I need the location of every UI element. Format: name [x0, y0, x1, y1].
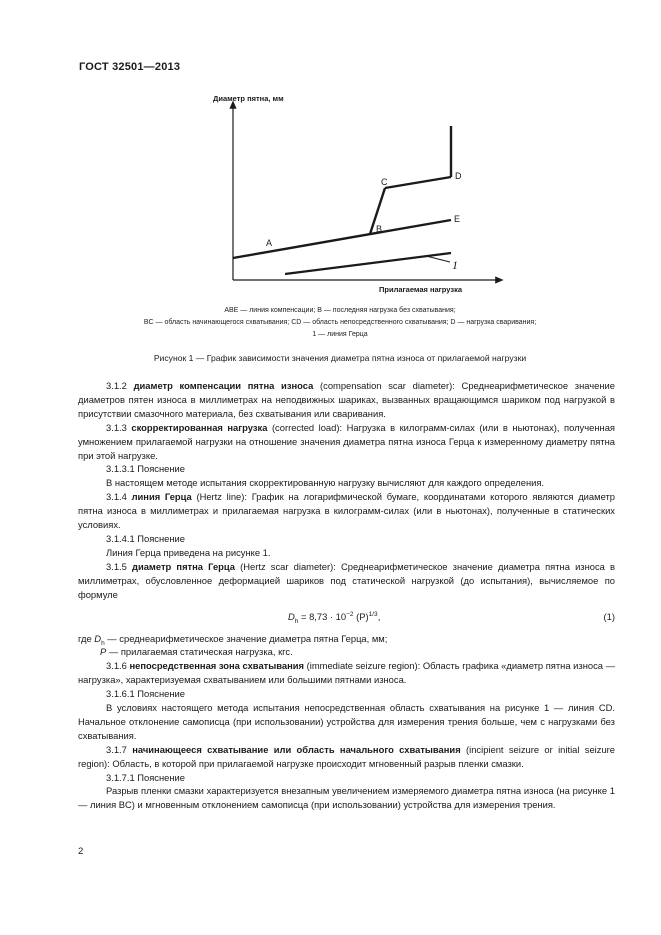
point-label-c: C [381, 177, 388, 187]
heading-3-1-7-1: 3.1.7.1 Пояснение [106, 771, 186, 783]
figure-1 [0, 0, 661, 338]
paragraph-3-1-4-1: Линия Герца приведена на рисунке 1. [106, 546, 271, 558]
paragraph-3-1-5: 3.1.5 диаметр пятна Герца (Hertz scar diameter): Среднеарифметическое значение диаметра пятна износа в миллиметрах, обусловленное деформацией шариков под статической нагрузкой (до испытания), вычисляемое по формуле [78, 560, 616, 600]
point-label-1: 1 [452, 258, 458, 272]
paragraph-3-1-3-1: В настоящем методе испытания скорректированную нагрузку вычисляют для каждого определения. [106, 477, 545, 489]
paragraph-3-1-6: 3.1.6 непосредственная зона схватывания (immediate seizure region): Область графика «диаметр пятна износа — нагрузка», характеризуемая схватыванием или большими пятнами износа. [78, 660, 615, 686]
paragraph-3-1-4: 3.1.4 линия Герца (Hertz line): График на логарифмической бумаге, координатами которого являются диаметр пятна износа в миллиметрах и прилагаемая нагрузка в килограмм-силах (или в ньютонах), полученные в статических условиях. [78, 491, 615, 531]
formula-1 [78, 608, 615, 626]
figure-graph [0, 0, 661, 300]
standard-designation: ГОСТ 32501—2013 [79, 61, 181, 73]
document-body [78, 379, 615, 812]
hertz-pointer [426, 256, 450, 262]
formula-expression: $D_h = 8,73 \cdot 10^{-2}$ $(P)^{1/3}$, [288, 610, 381, 625]
where-definition-dh: где $D_h$ — среднеарифметическое значение диаметра пятна Герца, мм; [78, 632, 388, 647]
y-axis-label: Диаметр пятна, мм [213, 94, 284, 103]
line-cd [385, 177, 451, 188]
x-axis-label: Прилагаемая нагрузка [379, 285, 462, 294]
heading-3-1-6-1: 3.1.6.1 Пояснение [106, 688, 186, 700]
page-number: 2 [78, 846, 84, 857]
point-label-b: B [376, 224, 383, 234]
figure-legend-line-3: 1 — линия Герца [312, 331, 368, 338]
point-label-e: E [454, 214, 461, 224]
paragraph-3-1-7-1: Разрыв пленки смазки характеризуется внезапным увеличением измеряемого диаметра пятна износа (на рисунке 1 — линия BC) и мгновенным отклонением самописца (при использовании) устройства для измерения трения. [78, 785, 615, 811]
paragraph-3-1-3: 3.1.3 скорректированная нагрузка (corrected load): Нагрузка в килограмм-силах (или в ньютонах), полученная умножением прилагаемой нагрузки на отношение значения диаметра пятна износа Герца к измеренному диаметру пятна при этой нагрузке. [78, 421, 615, 461]
heading-3-1-3-1: 3.1.3.1 Пояснение [106, 463, 186, 475]
figure-legend-line-1: ABE — линия компенсации; B — последняя нагрузка без схватывания; [224, 307, 456, 314]
figure-caption: Рисунок 1 — График зависимости значения диаметра пятна износа от прилагаемой нагрузки [153, 353, 527, 363]
formula-number: (1) [603, 610, 615, 622]
paragraph-3-1-2: 3.1.2 диаметр компенсации пятна износа (compensation scar diameter): Среднеарифметическое значение диаметров пятен износа в миллиметрах на неподвижных шариках, вызванных вращающимся шариком под нагрузкой в присутствии смазочного материала, без схватывания или сваривания. [78, 380, 616, 419]
point-label-d: D [455, 171, 462, 181]
paragraph-3-1-7: 3.1.7 начинающееся схватывание или область начального схватывания (incipient seizure or initial seizure region): Область, в которой при прилагаемой нагрузке происходит мгновенный разрыв пленки смазки. [78, 743, 616, 769]
figure-legend-line-2: BC — область начинающегося схватывания; CD — область непосредственного схватывания; D — нагрузка сваривания; [143, 319, 537, 326]
point-label-a: A [266, 238, 273, 248]
where-definition-p: P — прилагаемая статическая нагрузка, кгс. [100, 646, 293, 658]
heading-3-1-4-1: 3.1.4.1 Пояснение [106, 532, 186, 544]
paragraph-3-1-6-1: В условиях настоящего метода испытания непосредственная область схватывания на рисунке 1 — линия CD. Начальное отклонение самописца (при использовании) устройства для измерения трения больше, чем с нагрузками без схватывания. [78, 702, 615, 741]
